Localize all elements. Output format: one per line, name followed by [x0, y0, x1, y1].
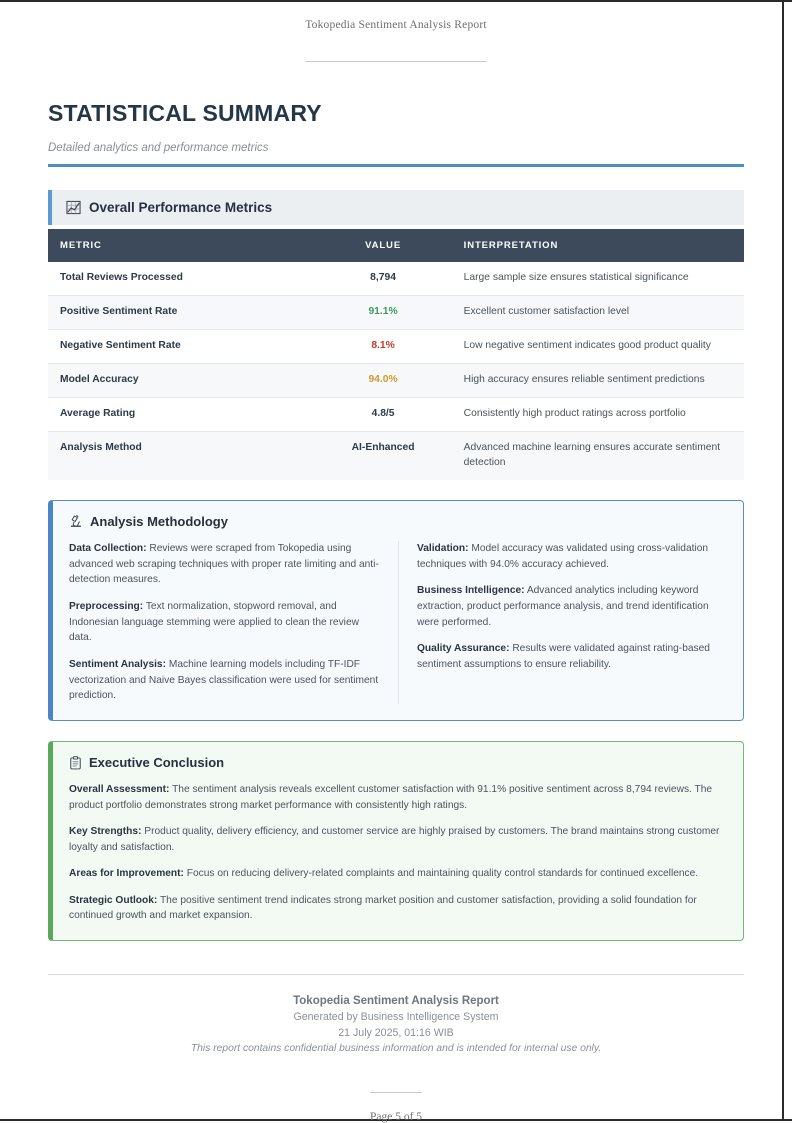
metrics-table-body	[48, 262, 744, 479]
cell-value: 94.0%	[312, 364, 451, 398]
methodology-paragraph	[69, 599, 380, 646]
paragraph-text: Product quality, delivery efficiency, and customer service are highly praised by customers. The brand maintains strong customer loyalty and satisfaction.	[69, 826, 720, 853]
paragraph-text: The positive sentiment trend indicates strong market position and customer satisfaction, providing a solid foundation for continued growth and market expansion.	[69, 894, 697, 922]
paragraph-label: Strategic Outlook:	[69, 894, 158, 906]
footer-divider	[48, 974, 744, 975]
table-header-row	[48, 229, 744, 262]
analysis-methodology-header	[69, 514, 727, 529]
paragraph-text: Focus on reducing delivery-related complaints and maintaining quality control standards for continued excellence.	[183, 868, 699, 880]
cell-metric: Analysis Method	[48, 432, 312, 480]
paragraph-label: Overall Assessment:	[69, 784, 170, 796]
paragraph-text: Reviews were scraped from Tokopedia using advanced web scraping techniques with proper rate limiting and anti-detection measures.	[69, 542, 379, 586]
cell-value: 8.1%	[312, 330, 451, 364]
page-number: Page 5 of 5	[369, 1110, 423, 1123]
cell-interpretation: Consistently high product ratings across portfolio	[452, 398, 744, 432]
cell-interpretation: Large sample size ensures statistical significance	[452, 262, 744, 295]
paragraph-text: Results were validated against rating-based sentiment assumptions to ensure reliability.	[417, 643, 710, 671]
cell-metric: Total Reviews Processed	[48, 262, 312, 295]
paragraph-label: Areas for Improvement:	[69, 868, 184, 880]
executive-conclusion-header	[69, 755, 727, 770]
executive-conclusion-title: Executive Conclusion	[89, 755, 225, 771]
footer-timestamp: 21 July 2025, 01:16 WIB	[338, 1026, 454, 1039]
cell-metric: Positive Sentiment Rate	[48, 296, 312, 330]
conclusion-paragraph	[69, 866, 727, 882]
section-banner-performance-metrics	[48, 190, 744, 225]
methodology-paragraph	[417, 583, 727, 630]
analysis-methodology-box	[48, 500, 744, 721]
page-title: STATISTICAL SUMMARY	[48, 100, 322, 126]
cell-interpretation: Excellent customer satisfaction level	[452, 296, 744, 330]
table-row	[48, 432, 744, 480]
column-header-metric: METRIC	[48, 229, 312, 262]
cell-value: AI-Enhanced	[312, 432, 451, 480]
table-row	[48, 330, 744, 364]
paragraph-text: The sentiment analysis reveals excellent customer satisfaction with 91.1% positive sentiment across 8,794 reviews. The product portfolio demonstrates strong market performance with consistently high ratings.	[69, 784, 713, 811]
clipboard-icon	[69, 756, 82, 770]
page-subtitle: Detailed analytics and performance metrics	[48, 142, 269, 155]
paragraph-text: Model accuracy was validated using cross-validation techniques with 94.0% accuracy achieved.	[417, 542, 709, 570]
executive-conclusion-box	[48, 741, 744, 941]
conclusion-paragraph	[69, 824, 727, 855]
analysis-methodology-title: Analysis Methodology	[90, 513, 228, 529]
page-footer	[48, 995, 744, 1054]
table-row	[48, 364, 744, 398]
column-header-interpretation: INTERPRETATION	[452, 229, 744, 262]
running-head: Tokopedia Sentiment Analysis Report	[305, 19, 487, 31]
table-row	[48, 296, 744, 330]
paragraph-text: Machine learning models including TF-IDF vectorization and Naive Bayes classification were used for sentiment prediction.	[69, 659, 379, 702]
methodology-right-column	[398, 541, 727, 704]
title-underline-rule	[48, 164, 744, 167]
footer-title: Tokopedia Sentiment Analysis Report	[293, 994, 499, 1007]
methodology-columns	[69, 541, 727, 704]
footer-generated-by: Generated by Business Intelligence System	[293, 1010, 499, 1023]
conclusion-paragraph	[69, 893, 727, 924]
conclusion-paragraph	[69, 782, 727, 813]
paragraph-text: Text normalization, stopword removal, and Indonesian language stemming were applied to clean the review data.	[69, 600, 359, 644]
methodology-paragraph	[69, 657, 380, 704]
cell-value: 4.8/5	[312, 398, 451, 432]
methodology-paragraph	[417, 541, 727, 572]
paragraph-text: Advanced analytics including keyword extraction, product performance analysis, and trend identification were performed.	[417, 585, 709, 628]
paragraph-label: Quality Assurance:	[417, 643, 510, 655]
microscope-icon	[69, 514, 83, 528]
page-number-divider	[370, 1092, 422, 1093]
cell-value: 8,794	[312, 262, 451, 295]
section-banner-title: Overall Performance Metrics	[89, 200, 273, 216]
paragraph-label: Preprocessing:	[69, 600, 144, 612]
paragraph-label: Validation:	[417, 542, 469, 554]
performance-metrics-table	[48, 229, 744, 479]
cell-metric: Negative Sentiment Rate	[48, 330, 312, 364]
running-head-divider	[305, 61, 487, 62]
paragraph-label: Data Collection:	[69, 542, 147, 554]
table-row	[48, 262, 744, 295]
column-header-value: VALUE	[312, 229, 451, 262]
cell-interpretation: Low negative sentiment indicates good product quality	[452, 330, 744, 364]
methodology-paragraph	[417, 641, 727, 672]
methodology-left-column	[69, 541, 398, 704]
methodology-paragraph	[69, 541, 380, 588]
cell-value: 91.1%	[312, 296, 451, 330]
paragraph-label: Sentiment Analysis:	[69, 659, 166, 671]
cell-interpretation: Advanced machine learning ensures accurate sentiment detection	[452, 432, 744, 480]
cell-metric: Model Accuracy	[48, 364, 312, 398]
paragraph-label: Business Intelligence:	[417, 585, 525, 597]
paragraph-label: Key Strengths:	[69, 826, 142, 838]
footer-confidentiality-note: This report contains confidential business information and is intended for internal use only.	[190, 1042, 602, 1054]
cell-interpretation: High accuracy ensures reliable sentiment predictions	[452, 364, 744, 398]
cell-metric: Average Rating	[48, 398, 312, 432]
chart-icon	[66, 200, 81, 215]
table-row	[48, 398, 744, 432]
